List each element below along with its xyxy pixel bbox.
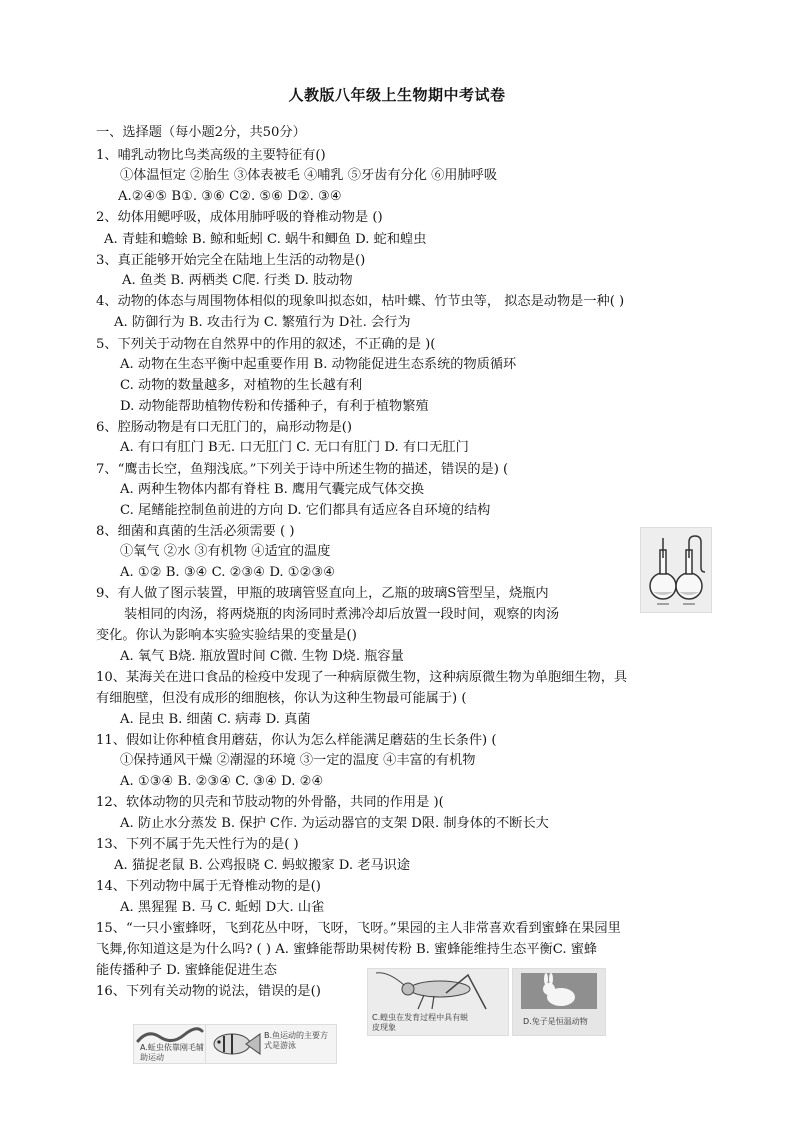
question-line: A. 动物在生态平衡中起重要作用 B. 动物能促进生态系统的物质循环 bbox=[120, 357, 517, 372]
flask-illustration bbox=[641, 528, 711, 612]
question-line: A. 两种生物体内都有脊柱 B. 鹰用气囊完成气体交换 bbox=[120, 482, 424, 497]
question-line: ①体温恒定 ②胎生 ③体表被毛 ④哺乳 ⑤牙齿有分化 ⑥用肺呼吸 bbox=[120, 168, 498, 183]
question-line: 2、幼体用鳃呼吸，成体用肺呼吸的脊椎动物是 () bbox=[96, 210, 383, 225]
question-line: 15、“一只小蜜蜂呀，飞到花丛中呀，飞呀，飞呀。”果园的主人非常喜欢看到蜜蜂在果园里 bbox=[96, 921, 621, 936]
earthworm-figure bbox=[133, 1024, 207, 1064]
question-line: 11、假如让你种植食用蘑菇，你认为怎么样能满足蘑菇的生长条件) ( bbox=[96, 733, 497, 748]
earthworm-caption: A.蚯虫依靠刚毛辅助运动 bbox=[140, 1043, 204, 1062]
question-line: A. 青蛙和蟾蜍 B. 鲸和蚯蚓 C. 蜗牛和鲫鱼 D. 蛇和蝗虫 bbox=[104, 232, 427, 247]
rabbit-caption: D.兔子是恒温动物 bbox=[523, 1017, 588, 1026]
fish-caption: B.鱼运动的主要方式是游泳 bbox=[264, 1031, 329, 1050]
question-line: 6、腔肠动物是有口无肛门的，扁形动物是() bbox=[96, 420, 353, 435]
question-line: 14、下列动物中属于无脊椎动物的是() bbox=[96, 879, 321, 894]
question-line: A.②④⑤ B①. ③⑥ C②. ⑤⑥ D②. ③④ bbox=[118, 189, 342, 204]
question-line: 5、下列关于动物在自然界中的作用的叙述，不正确的是 )( bbox=[96, 337, 436, 352]
question-line: A. 氧气 B烧. 瓶放置时间 C微. 生物 D烧. 瓶容量 bbox=[120, 649, 404, 664]
question-line: 13、下列不属于先天性行为的是( ) bbox=[96, 837, 299, 852]
flask-experiment-figure bbox=[640, 527, 712, 613]
locust-illustration bbox=[368, 969, 508, 1013]
question-line: 10、某海关在进口食品的检疫中发现了一种病原微生物，这种病原微生物为单胞细生物，具 bbox=[96, 670, 628, 685]
question-line: 变化。你认为影响本实验实验结果的变量是() bbox=[96, 628, 357, 643]
fish-figure bbox=[205, 1024, 337, 1064]
question-line: A. 猫捉老鼠 B. 公鸡报晓 C. 蚂蚁搬家 D. 老马识途 bbox=[114, 858, 411, 873]
question-line: 有细胞壁，但没有成形的细胞核，你认为这种生物最可能属于) ( bbox=[96, 691, 467, 706]
question-line: A. ①③④ B. ②③④ C. ③④ D. ②④ bbox=[120, 774, 324, 789]
question-line: 能传播种子 D. 蜜蜂能促进生态 bbox=[96, 963, 277, 978]
question-line: A. ①② B. ③④ C. ②③④ D. ①②③④ bbox=[120, 565, 336, 580]
question-line: 一、选择题（每小题2分，共50分） bbox=[96, 125, 306, 140]
question-line: A. 防止水分蒸发 B. 保护 C作. 为运动器官的支架 D限. 制身体的不断长大 bbox=[120, 816, 549, 831]
question-line: A. 鱼类 B. 两栖类 C爬. 行类 D. 肢动物 bbox=[122, 273, 353, 288]
question-line: ①氧气 ②水 ③有机物 ④适宜的温度 bbox=[120, 544, 331, 559]
question-line: 9、有人做了图示装置，甲瓶的玻璃管竖直向上，乙瓶的玻璃S管型呈，烧瓶内 bbox=[96, 586, 549, 601]
fish-illustration bbox=[206, 1025, 262, 1063]
rabbit-figure bbox=[512, 968, 606, 1036]
question-line: C. 尾鳍能控制鱼前进的方向 D. 它们都具有适应各自环境的结构 bbox=[120, 503, 491, 518]
question-line: 1、哺乳动物比鸟类高级的主要特征有() bbox=[96, 148, 326, 163]
question-line: 装相同的肉汤，将两烧瓶的肉汤同时煮沸冷却后放置一段时间，观察的肉汤 bbox=[124, 607, 560, 622]
question-line: 3、真正能够开始完全在陆地上生活的动物是() bbox=[96, 253, 366, 268]
question-line: 4、动物的体态与周围物体相似的现象叫拟态如，枯叶蝶、竹节虫等， 拟态是动物是一种( ) bbox=[96, 294, 625, 309]
question-line: A. 防御行为 B. 攻击行为 C. 繁殖行为 D社. 会行为 bbox=[114, 315, 411, 330]
question-line: ①保持通风干燥 ②潮湿的环境 ③一定的温度 ④丰富的有机物 bbox=[120, 753, 476, 768]
locust-figure bbox=[367, 968, 509, 1036]
question-line: A. 昆虫 B. 细菌 C. 病毒 D. 真菌 bbox=[120, 712, 311, 727]
question-line: 8、细菌和真菌的生活必须需要 ( ) bbox=[96, 524, 295, 539]
question-line: A. 有口有肛门 B无. 口无肛门 C. 无口有肛门 D. 有口无肛门 bbox=[120, 440, 469, 455]
question-line: C. 动物的数量越多，对植物的生长越有利 bbox=[120, 378, 363, 393]
question-line: 16、下列有关动物的说法，错误的是() bbox=[96, 984, 321, 999]
question-line: 飞舞,你知道这是为什么吗? ( ) A. 蜜蜂能帮助果树传粉 B. 蜜蜂能维持生态平衡C. 蜜蜂 bbox=[96, 942, 598, 957]
page-title: 人教版八年级上生物期中考试卷 bbox=[288, 86, 506, 104]
locust-caption: C.蝗虫在发育过程中具有蜕皮现象 bbox=[372, 1013, 469, 1032]
rabbit-illustration bbox=[513, 969, 605, 1013]
question-line: A. 黑猩猩 B. 马 C. 蚯蚓 D大. 山雀 bbox=[120, 900, 325, 915]
question-line: 7、“鹰击长空，鱼翔浅底。”下列关于诗中所述生物的描述，错误的是) ( bbox=[96, 462, 509, 477]
question-line: D. 动物能帮助植物传粉和传播种子，有利于植物繁殖 bbox=[120, 399, 429, 414]
question-line: 12、软体动物的贝壳和节肢动物的外骨骼，共同的作用是 )( bbox=[96, 795, 444, 810]
